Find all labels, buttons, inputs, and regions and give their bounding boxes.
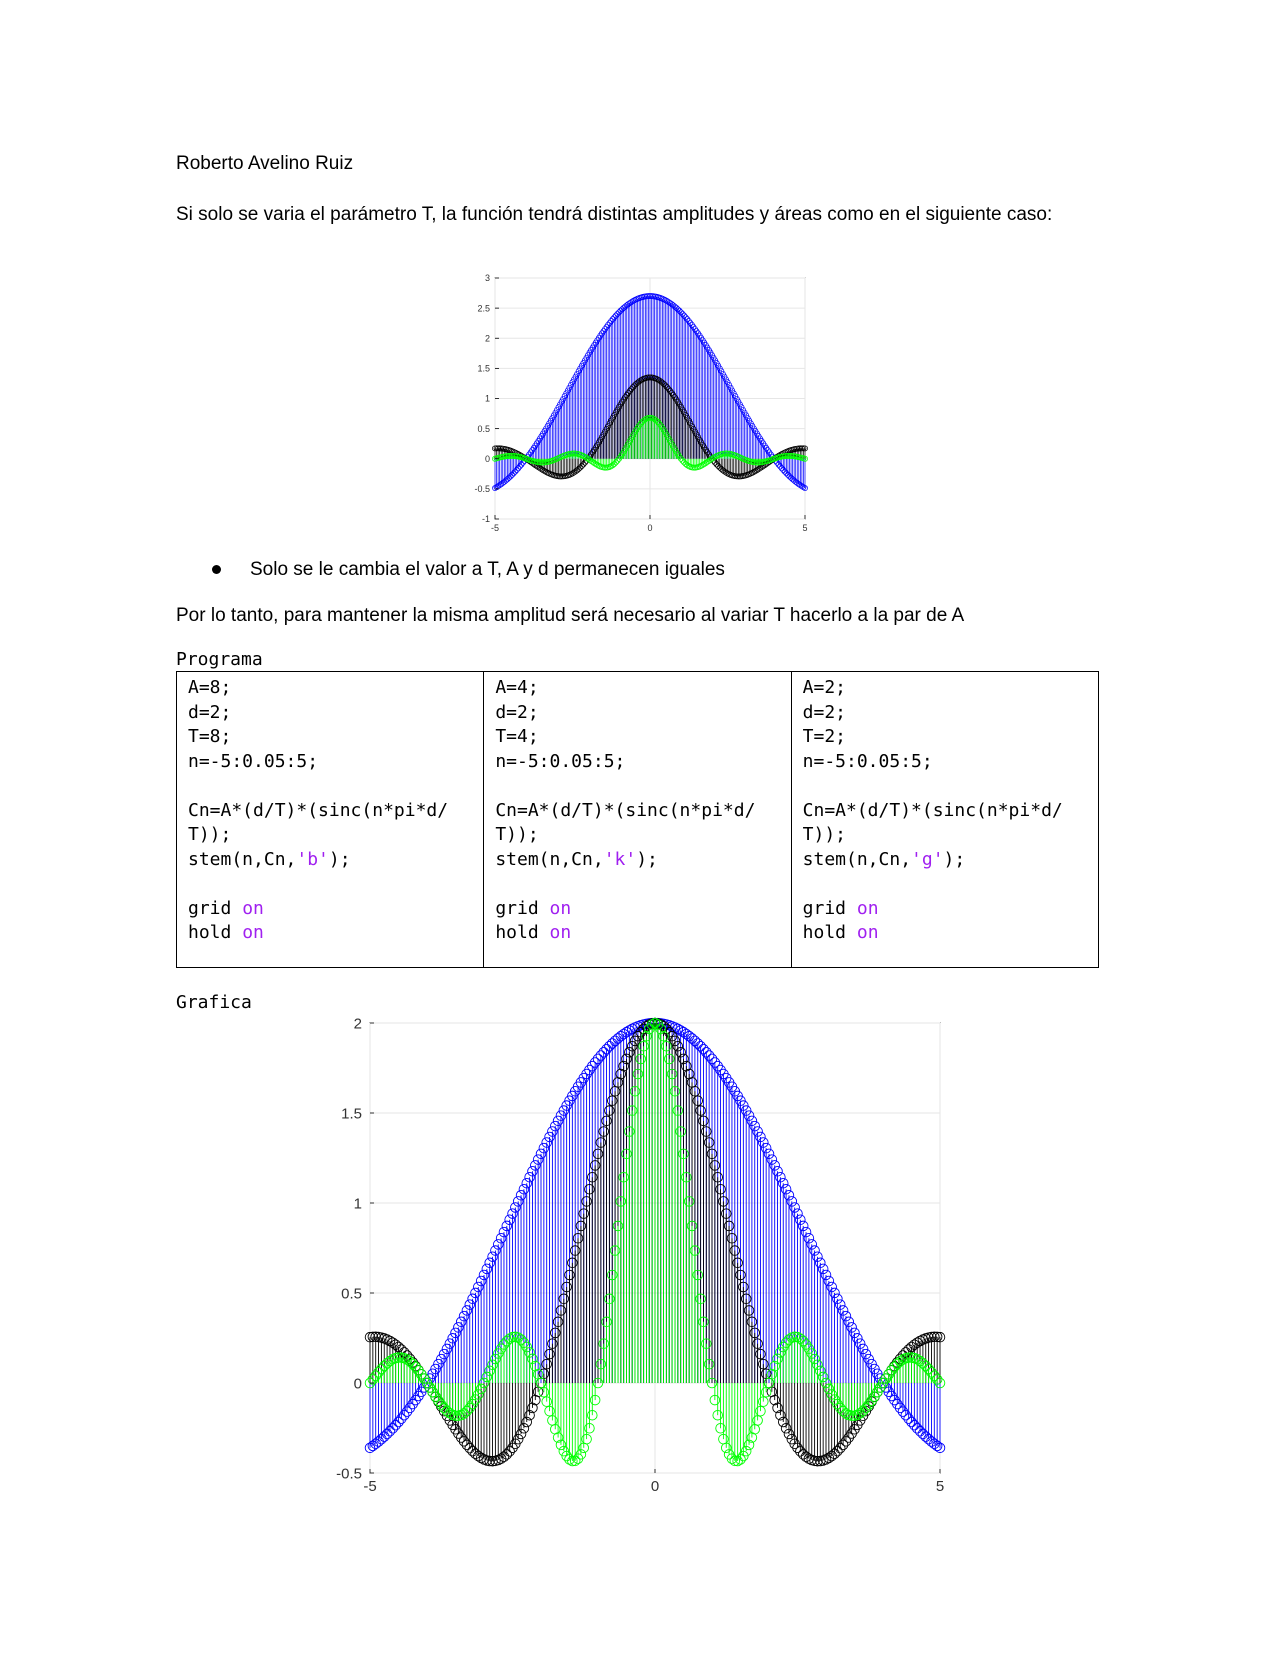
code-line: [188, 897, 472, 922]
code-line: A=2;: [802, 677, 847, 698]
y-tick-label: 0.5: [341, 1285, 362, 1303]
intro-paragraph: Si solo se varia el parámetro T, la función tendrá distintas amplitudes y áreas como en el siguiente caso:: [176, 204, 1053, 225]
x-tick-label: -5: [490, 523, 500, 533]
x-tick-label: 0: [647, 523, 653, 533]
y-tick-label: 1: [484, 393, 490, 404]
code-line: Cn=A*(d/T)*(sinc(n*pi*d/: [188, 799, 449, 821]
code-line: [495, 897, 779, 922]
code-line: Cn=A*(d/T)*(sinc(n*pi*d/: [495, 799, 756, 821]
y-tick-label: -1: [481, 514, 490, 525]
code-keyword: on: [549, 897, 572, 919]
code-keyword: on: [242, 922, 264, 943]
code-token: );: [943, 848, 966, 870]
y-tick-label: -0.5: [474, 484, 490, 495]
code-token: grid: [188, 897, 232, 919]
code-token: );: [636, 848, 658, 870]
code-line: A=8;: [188, 677, 232, 698]
code-line: n=-5:0.05:5;: [188, 750, 319, 772]
code-line: d=2;: [188, 701, 232, 723]
code-line: T=4;: [495, 726, 539, 747]
code-token: );: [328, 848, 351, 870]
code-blank-line: [188, 872, 472, 897]
code-string: 'g': [911, 848, 944, 870]
code-token: stem(n,Cn,: [188, 848, 297, 870]
code-blank-line: [803, 872, 1087, 897]
code-cell: [484, 672, 791, 968]
code-line: [188, 848, 472, 873]
code-line: d=2;: [495, 701, 539, 723]
y-tick-label: 0: [484, 453, 490, 464]
chart-equal-amplitude: [320, 1012, 950, 1502]
code-token: hold: [495, 922, 539, 943]
code-blank-line: [188, 774, 472, 799]
code-keyword: on: [856, 897, 879, 919]
y-tick-label: 0: [353, 1375, 362, 1393]
y-tick-label: 3: [484, 273, 490, 284]
bullet-text: Solo se le cambia el valor a T, A y d permanecen iguales: [250, 559, 725, 580]
x-tick-label: 5: [802, 523, 808, 533]
code-string: 'k': [603, 848, 637, 870]
chart-amplitude-varying: [460, 268, 810, 538]
y-tick-label: 1.5: [341, 1105, 362, 1123]
code-line: n=-5:0.05:5;: [802, 750, 933, 772]
y-tick-label: 0.5: [477, 423, 490, 434]
y-tick-label: 2.5: [477, 303, 490, 314]
conclusion-paragraph: Por lo tanto, para mantener la misma amplitud será necesario al variar T hacerlo a la par de A: [176, 605, 965, 626]
code-keyword: on: [549, 922, 572, 943]
code-keyword: on: [242, 897, 264, 919]
code-blank-line: [803, 774, 1087, 799]
code-token: grid: [495, 897, 539, 919]
code-line: [495, 848, 779, 873]
bullet-icon: [212, 565, 221, 574]
code-token: stem(n,Cn,: [802, 848, 912, 870]
y-tick-label: 1: [353, 1195, 362, 1213]
x-tick-label: 0: [650, 1478, 660, 1495]
code-line: T=8;: [188, 726, 232, 747]
code-line: [803, 921, 1087, 946]
code-line: n=-5:0.05:5;: [495, 750, 626, 772]
code-line: T));: [802, 824, 847, 845]
x-tick-label: 5: [935, 1478, 945, 1495]
code-token: grid: [802, 897, 847, 919]
code-cell: [177, 672, 484, 968]
code-token: hold: [802, 922, 847, 943]
code-line: d=2;: [802, 701, 847, 723]
code-token: hold: [188, 922, 232, 943]
code-line: [803, 848, 1087, 873]
code-token: stem(n,Cn,: [495, 848, 604, 870]
code-line: T=2;: [802, 726, 847, 747]
code-line: [803, 897, 1087, 922]
code-keyword: on: [856, 922, 879, 943]
y-tick-label: 2: [484, 333, 490, 344]
code-blank-line: [495, 774, 779, 799]
y-tick-label: 2: [353, 1015, 362, 1033]
author-name: Roberto Avelino Ruiz: [176, 153, 354, 174]
x-tick-label: -5: [363, 1478, 377, 1495]
y-axis-ticks: [336, 1015, 374, 1482]
code-line: A=4;: [495, 677, 539, 698]
code-cell: [791, 672, 1098, 968]
code-line: Cn=A*(d/T)*(sinc(n*pi*d/: [802, 799, 1063, 821]
code-line: [495, 921, 779, 946]
code-line: [188, 921, 472, 946]
grafica-label: Grafica: [176, 992, 252, 1013]
code-table: [176, 671, 1099, 968]
program-label: Programa: [176, 649, 263, 670]
code-line: T));: [188, 824, 232, 845]
y-tick-label: -0.5: [336, 1465, 362, 1483]
code-string: 'b': [296, 848, 329, 870]
y-tick-label: 1.5: [477, 363, 490, 374]
code-line: T));: [495, 824, 539, 845]
code-blank-line: [495, 872, 779, 897]
